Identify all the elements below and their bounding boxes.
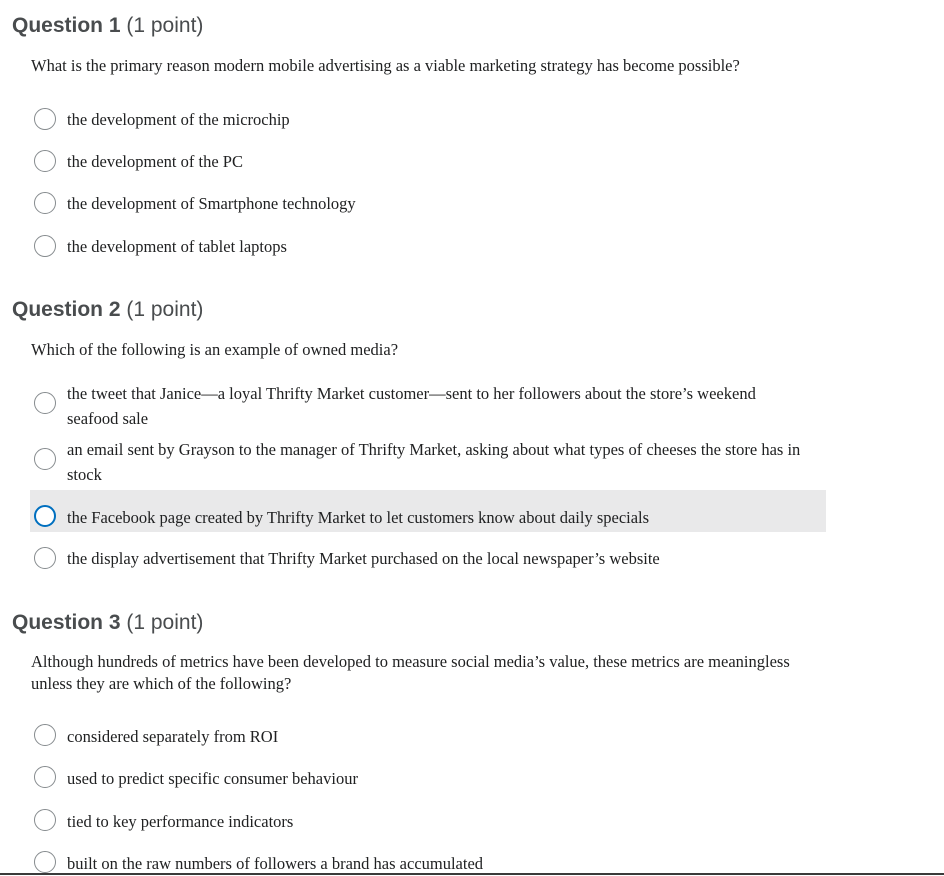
- option-label: the display advertisement that Thrifty Market purchased on the local newspaper’s website: [67, 549, 660, 568]
- answer-option[interactable]: [30, 147, 826, 175]
- answer-option[interactable]: [30, 722, 826, 750]
- answer-option[interactable]: [30, 849, 826, 873]
- radio-button[interactable]: [34, 851, 56, 873]
- question-number: Question 1: [12, 14, 121, 37]
- radio-button[interactable]: [34, 724, 56, 746]
- option-label: an email sent by Grayson to the manager of Thrifty Market, asking about what types of cheeses the store has in stock: [67, 440, 801, 484]
- question-heading: [12, 14, 203, 38]
- option-label: considered separately from ROI: [67, 727, 279, 746]
- radio-button[interactable]: [34, 547, 56, 569]
- question-number: Question 2: [12, 298, 121, 321]
- radio-button[interactable]: [34, 392, 56, 414]
- answer-option[interactable]: [30, 807, 826, 835]
- answer-option[interactable]: [30, 105, 826, 133]
- question-points: (1 point): [126, 298, 204, 321]
- option-label: built on the raw numbers of followers a brand has accumulated: [67, 854, 484, 873]
- answer-option[interactable]: [30, 189, 826, 217]
- option-label: used to predict specific consumer behaviour: [67, 769, 358, 788]
- radio-button[interactable]: [34, 150, 56, 172]
- answer-option[interactable]: [30, 545, 826, 573]
- radio-button[interactable]: [34, 235, 56, 257]
- question-text: Although hundreds of metrics have been developed to measure social media’s value, these metrics are meaningless unless they are which of the following?: [31, 652, 790, 693]
- option-label: the development of Smartphone technology: [67, 194, 356, 213]
- option-label: the development of the microchip: [67, 110, 290, 129]
- question-heading: [12, 298, 203, 322]
- option-label: the development of the PC: [67, 152, 243, 171]
- answer-option[interactable]: [30, 232, 826, 260]
- question-heading: [12, 611, 203, 635]
- question-text: Which of the following is an example of owned media?: [31, 340, 399, 359]
- answer-option[interactable]: [30, 436, 826, 486]
- bottom-divider: [0, 873, 944, 875]
- question-number: Question 3: [12, 611, 121, 634]
- answer-option[interactable]: [30, 764, 826, 792]
- option-label: the tweet that Janice—a loyal Thrifty Market customer—sent to her followers about the store’s weekend seafood sale: [67, 384, 756, 428]
- radio-button[interactable]: [34, 108, 56, 130]
- answer-option[interactable]: [30, 380, 826, 430]
- option-label: tied to key performance indicators: [67, 812, 294, 831]
- radio-button[interactable]: [34, 809, 56, 831]
- radio-button[interactable]: [34, 192, 56, 214]
- option-label: the Facebook page created by Thrifty Market to let customers know about daily specials: [67, 508, 650, 527]
- question-text: What is the primary reason modern mobile advertising as a viable marketing strategy has become possible?: [31, 56, 740, 75]
- question-points: (1 point): [126, 611, 204, 634]
- answer-option-hovered[interactable]: [30, 490, 826, 532]
- radio-button[interactable]: [34, 505, 56, 527]
- radio-button[interactable]: [34, 766, 56, 788]
- radio-button[interactable]: [34, 448, 56, 470]
- question-points: (1 point): [126, 14, 204, 37]
- option-label: the development of tablet laptops: [67, 237, 287, 256]
